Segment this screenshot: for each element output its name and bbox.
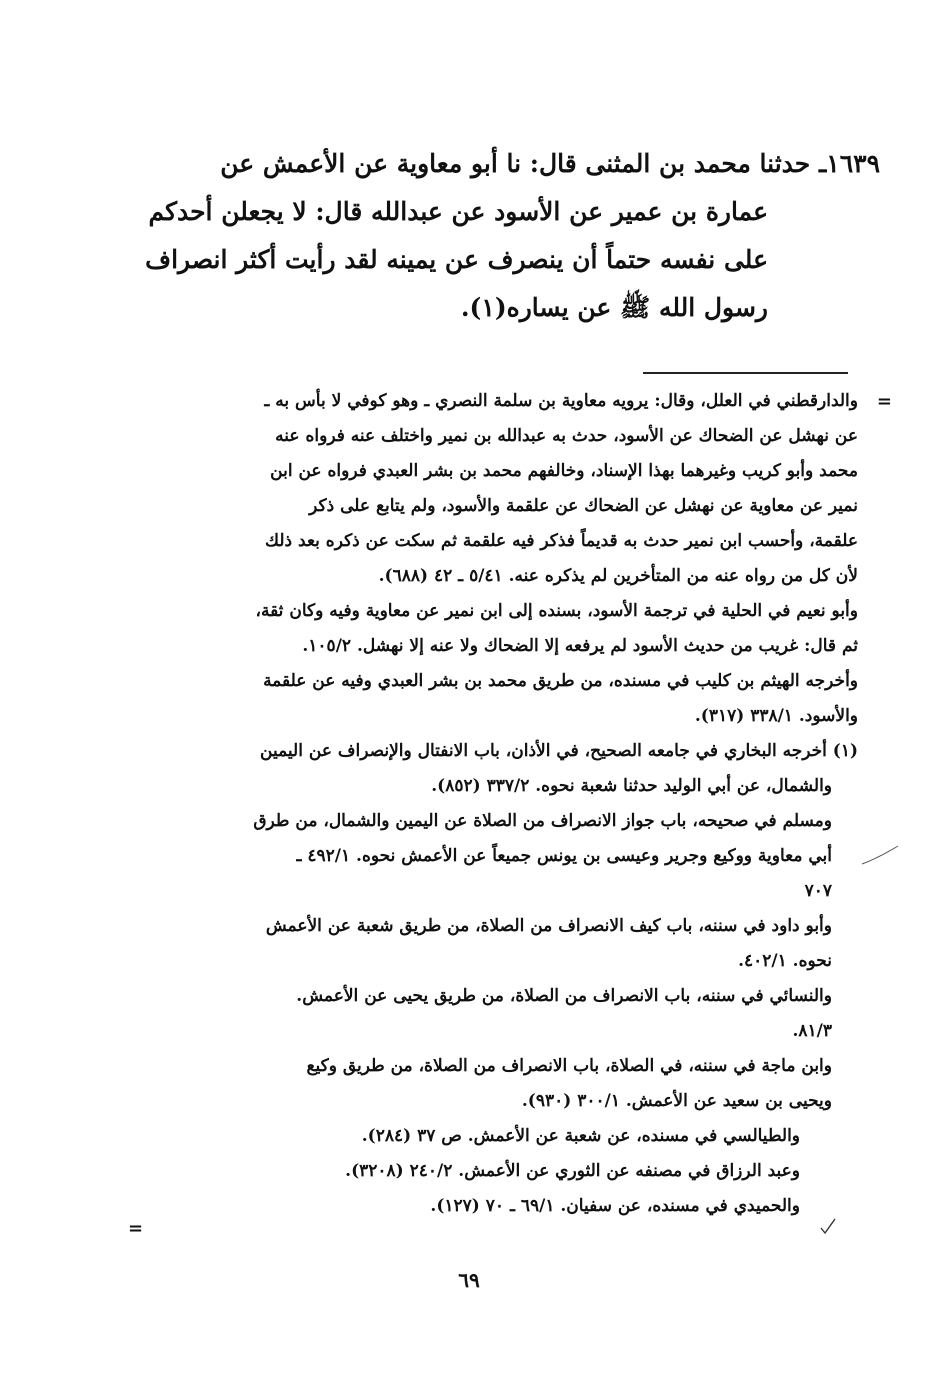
- footnote-1-line: ٧٠٧: [804, 881, 832, 901]
- footnote-separator: [643, 372, 848, 374]
- pencil-check-icon: [818, 1216, 838, 1236]
- hadith-line-4: رسول الله ﷺ عن يساره(١).: [460, 293, 768, 322]
- footnote-1-line: ٨١/٣.: [792, 1021, 832, 1041]
- hadith-number: ١٦٣٩: [826, 149, 880, 178]
- footnote-1-line: والشمال، عن أبي الوليد حدثنا شعبة نحوه. ٣٣٧/٢ (٨٥٢).: [431, 776, 832, 796]
- footnote-1-line: والطيالسي في مسنده، عن شعبة عن الأعمش. ص ٣٧ (٢٨٤).: [361, 1126, 800, 1146]
- footnote-line: والأسود. ٣٣٨/١ (٣١٧).: [694, 706, 858, 726]
- continued-mark: =: [876, 391, 892, 412]
- hadith-line-2: عمارة بن عمير عن الأسود عن عبدالله قال: لا يجعلن أحدكم: [148, 197, 768, 226]
- continues-mark: =: [128, 1218, 144, 1239]
- footnote-1-label: (١): [832, 741, 858, 761]
- footnote-line: وأبو نعيم في الحلية في ترجمة الأسود، بسنده إلى ابن نمير عن معاوية وفيه وكان ثقة،: [255, 601, 858, 621]
- page-number: ٦٩: [458, 1268, 480, 1292]
- footnote-line: ثم قال: غريب من حديث الأسود لم يرفعه إلا الضحاك ولا عنه إلا نهشل. ١٠٥/٢.: [302, 636, 858, 656]
- hadith-line-3: على نفسه حتماً أن ينصرف عن يمينه لقد رأيت أكثر انصراف: [145, 245, 768, 274]
- hadith-text: [120, 140, 880, 332]
- pencil-tick-icon: [860, 840, 900, 870]
- footnote-line: وأخرجه الهيثم بن كليب في مسنده، من طريق محمد بن بشر العبدي وفيه عن علقمة: [263, 671, 858, 691]
- footnote-continued-line: = والدارقطني في العلل، وقال: يرويه معاوية بن سلمة النصري ـ وهو كوفي لا بأس به ـ: [153, 384, 858, 419]
- footnote-1-line: ويحيى بن سعيد عن الأعمش. ٣٠٠/١ (٩٣٠).: [521, 1091, 832, 1111]
- footnote-line: لأن كل من رواه عنه من المتأخرين لم يذكره عنه. ٥/٤١ ـ ٤٢ (٦٨٨).: [378, 566, 858, 586]
- footnotes: [153, 384, 892, 1224]
- footnote-line: محمد وأبو كريب وغيرهما بهذا الإسناد، وخالفهم محمد بن بشر العبدي فرواه عن ابن: [270, 461, 858, 481]
- footnote-1-line: والحميدي في مسنده، عن سفيان. ٦٩/١ ـ ٧٠ (١٢٧).: [430, 1196, 800, 1216]
- footnote-1-line: (١) أخرجه البخاري في جامعه الصحيح، في الأذان، باب الانفتال والإنصراف عن اليمين: [260, 741, 858, 761]
- footnote-1-line: وأبو داود في سننه، باب كيف الانصراف من الصلاة، من طريق شعبة عن الأعمش: [265, 916, 832, 936]
- footnote-1-line: والنسائي في سننه، باب الانصراف من الصلاة، من طريق يحيى عن الأعمش.: [296, 986, 832, 1006]
- footnote-line: علقمة، وأحسب ابن نمير حدث به قديماً فذكر فيه علقمة ثم سكت عن ذكره بعد ذلك: [265, 531, 858, 551]
- footnote-1-line: ومسلم في صحيحه، باب جواز الانصراف من الصلاة عن اليمين والشمال، من طرق: [253, 811, 832, 831]
- footnote-line: نمير عن معاوية عن نهشل عن الضحاك عن علقمة والأسود، ولم يتابع على ذكر: [309, 496, 858, 516]
- footnote-1-line: نحوه. ٤٠٢/١.: [738, 951, 832, 971]
- hadith-line-1: ١٦٣٩ـ حدثنا محمد بن المثنى قال: نا أبو معاوية عن الأعمش عن: [220, 149, 880, 178]
- footnote-1-line: وابن ماجة في سننه، في الصلاة، باب الانصراف من الصلاة، من طريق وكيع: [306, 1056, 832, 1076]
- footnote-line: عن نهشل عن الضحاك عن الأسود، حدث به عبدالله بن نمير واختلف عنه فرواه عنه: [275, 426, 858, 446]
- footnote-1-line: وعبد الرزاق في مصنفه عن الثوري عن الأعمش. ٢٤٠/٢ (٣٢٠٨).: [345, 1161, 800, 1181]
- footnote-1-line: أبي معاوية ووكيع وجرير وعيسى بن يونس جميعاً عن الأعمش نحوه. ٤٩٢/١ ـ: [296, 846, 832, 866]
